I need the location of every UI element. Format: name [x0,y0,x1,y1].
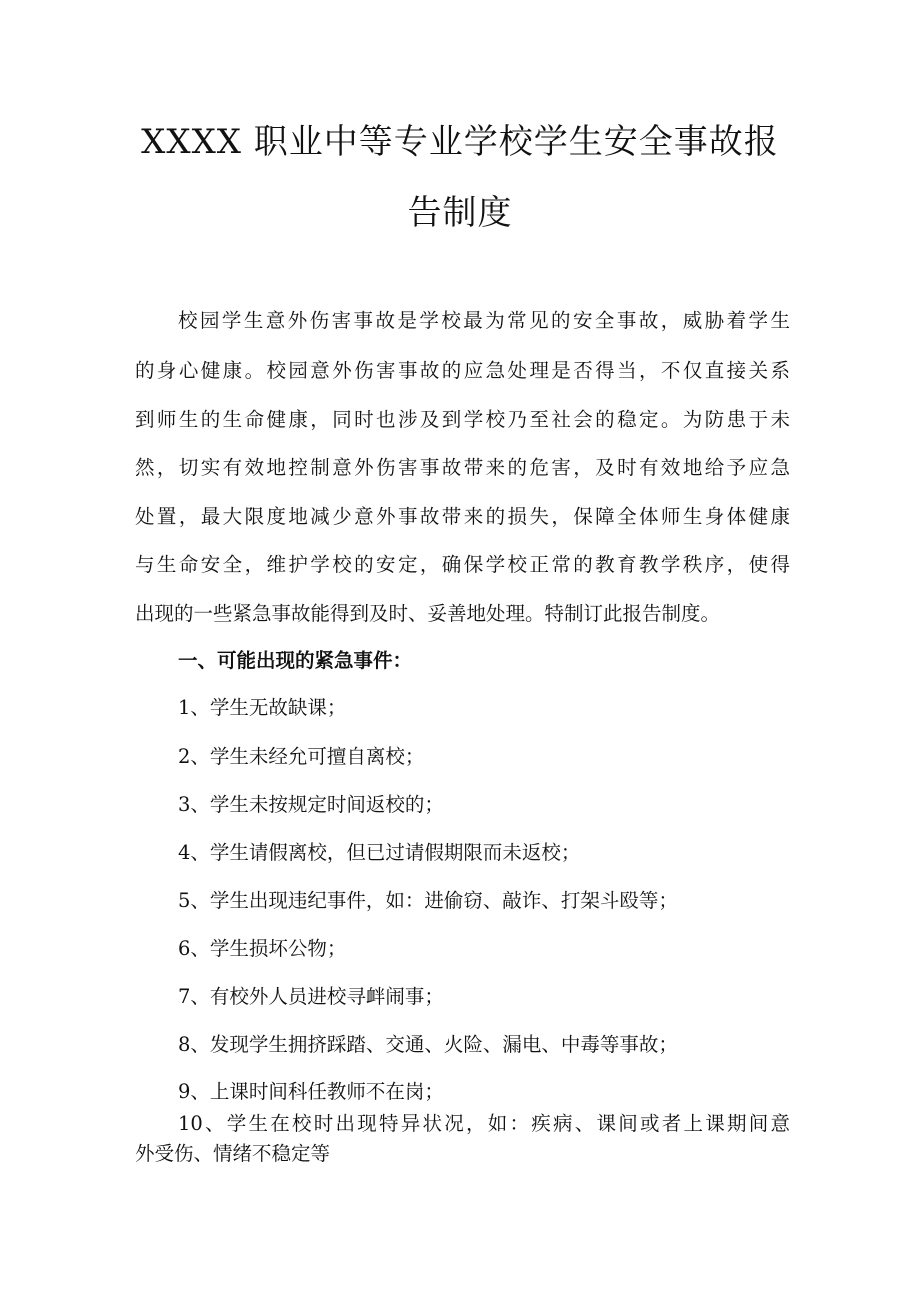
list-item-10-line-1: 10、学生在校时出现特异状况，如：疾病、课间或者上课期间意 [178,1112,790,1135]
list-item-10-line-2: 外受伤、情绪不稳定等 [135,1142,331,1165]
intro-paragraph-line: 然，切实有效地控制意外伤害事故带来的危害，及时有效地给予应急 [135,456,790,479]
document-title-line-2: 告制度 [407,193,513,233]
list-item: 4、学生请假离校，但已过请假期限而未返校； [178,841,581,864]
list-item: 2、学生未经允可擅自离校； [178,745,425,768]
intro-paragraph-line: 到师生的生命健康，同时也涉及到学校乃至社会的稳定。为防患于未 [135,408,790,431]
list-item: 1、学生无故缺课； [178,696,347,719]
section-heading: 一、可能出现的紧急事件： [178,649,413,672]
intro-paragraph-line: 与生命安全，维护学校的安定，确保学校正常的教育教学秩序，使得 [135,553,790,576]
intro-paragraph-line: 的身心健康。校园意外伤害事故的应急处理是否得当，不仅直接关系 [135,359,790,382]
list-item: 7、有校外人员进校寻衅闹事； [178,985,444,1008]
intro-paragraph-line: 校园学生意外伤害事故是学校最为常见的安全事故，威胁着学生 [178,309,790,332]
intro-paragraph-line: 出现的一些紧急事故能得到及时、妥善地处理。特制订此报告制度。 [135,602,721,625]
document-title-line-1: XXXX 职业中等专业学校学生安全事故报 [141,122,779,162]
list-item: 3、学生未按规定时间返校的； [178,793,444,816]
list-item: 8、发现学生拥挤踩踏、交通、火险、漏电、中毒等事故； [178,1033,678,1056]
list-item: 5、学生出现违纪事件，如：进偷窃、敲诈、打架斗殴等； [178,889,678,912]
list-item: 6、学生损坏公物； [178,937,347,960]
intro-paragraph-line: 处置，最大限度地减少意外事故带来的损失，保障全体师生身体健康 [135,505,790,528]
list-item: 9、上课时间科任教师不在岗； [178,1080,444,1103]
